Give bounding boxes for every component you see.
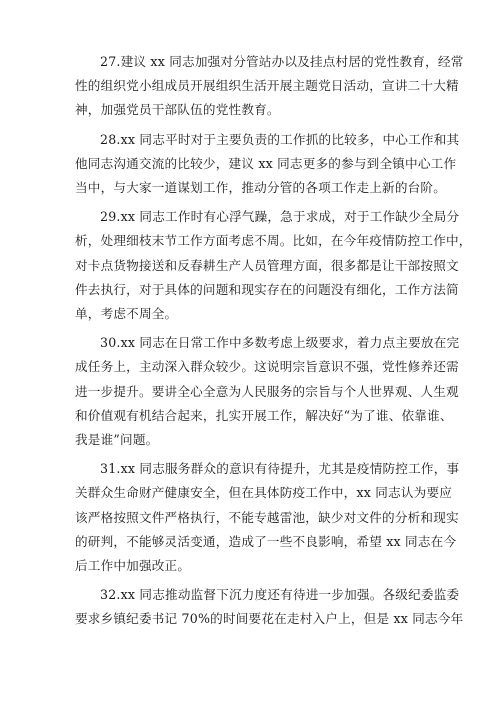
- text-line: 当中，与大家一道谋划工作，推动分管的各项工作走上新的台阶。: [75, 180, 447, 196]
- text-line: 单，考虑不周全。: [75, 306, 178, 322]
- text-line: 后工作中加强改正。: [75, 558, 191, 574]
- text-line: 关群众生命财产健康安全，但在具体防疫工作中，xx 同志认为要应: [75, 485, 453, 501]
- text-line: 要求乡镇纪委书记 70%的时间要花在走村入户上，但是 xx 同志今年: [75, 611, 464, 627]
- text-line: 该严格按照文件严格执行，不能专越雷池，缺少对文件的分析和现实: [75, 509, 459, 525]
- paragraph-30: [75, 331, 460, 452]
- paragraph-31: [75, 457, 460, 578]
- text-line: 进一步提升。要讲全心全意为人民服务的宗旨与个人世界观、人生观: [75, 383, 459, 399]
- text-line: 性的组织党小组成员开展组织生活开展主题党日活动，宣讲二十大精: [75, 78, 459, 94]
- text-line: 件去执行，对于具体的问题和现实存在的问题没有细化，工作方法简: [75, 281, 459, 297]
- text-line: 他同志沟通交流的比较少，建议 xx 同志更多的参与到全镇中心工作: [75, 155, 457, 171]
- text-line: 32.xx 同志推动监督下沉力度还有待进一步加强。各级纪委监委: [100, 587, 460, 603]
- text-line: 30.xx 同志在日常工作中多数考虑上级要求，着力点主要放在完: [100, 335, 460, 351]
- text-line: 27.建议 xx 同志加强对分管站办以及挂点村居的党性教育，经常: [100, 54, 464, 69]
- text-line: 的研判，不能够灵活变通，造成了一些不良影响，希望 xx 同志在今: [75, 533, 457, 549]
- document-body: [75, 50, 472, 637]
- text-line: 对卡点货物接送和反春耕生产人员管理方面，很多都是让干部按照文: [75, 257, 459, 273]
- text-line: 成任务上，主动深入群众较少。这说明宗旨意识不强，党性修养还需: [75, 359, 459, 375]
- paragraph-28: [75, 128, 460, 201]
- text-line: 神，加强党员干部队伍的党性教育。: [75, 102, 280, 118]
- paragraph-27: [75, 50, 464, 123]
- text-line: 28.xx 同志平时对于主要负责的工作抓的比较多，中心工作和其: [100, 131, 460, 147]
- text-line: 和价值观有机结合起来，扎实开展工作，解决好“为了谁、依靠谁、: [75, 407, 453, 423]
- text-line: 我是谁”问题。: [75, 432, 159, 448]
- paragraph-29: [75, 205, 472, 326]
- text-line: 析，处理细枝末节工作方面考虑不周。比如，在今年疫情防控工作中，: [75, 233, 472, 249]
- text-line: 29.xx 同志工作时有心浮气躁，急于求成，对于工作缺少全局分: [100, 209, 460, 225]
- paragraph-32: [75, 583, 464, 631]
- text-line: 31.xx 同志服务群众的意识有待提升，尤其是疫情防控工作，事: [100, 461, 460, 477]
